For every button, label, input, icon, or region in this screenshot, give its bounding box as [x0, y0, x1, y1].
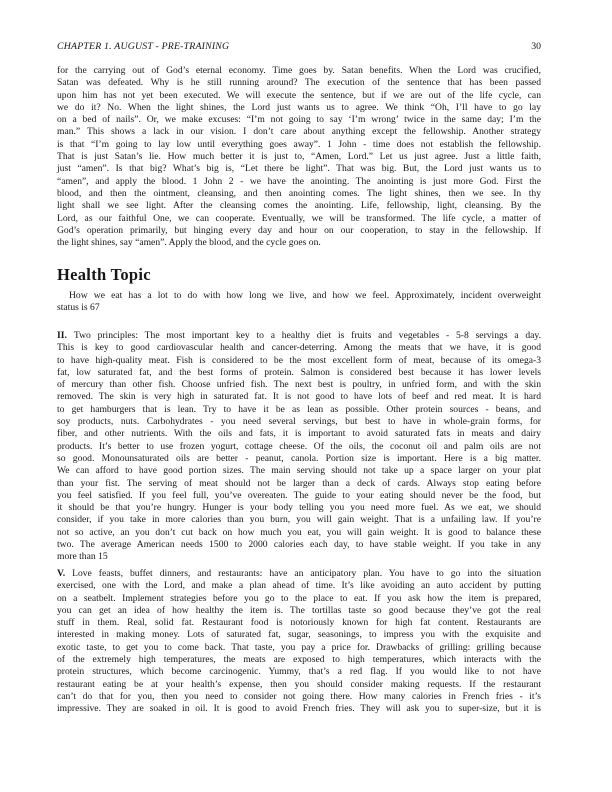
text-line: “amen”, and apply the blood. 1 John 2 - we have the anointing. The anointing is just more God. First the	[57, 175, 541, 187]
text-line: V. Love feasts, buffet dinners, and restaurants: have an anticipatory plan. You have to go into the situation	[57, 568, 541, 579]
text-line: on a seatbelt. Implement strategies before you go to the place to eat. If you ask how the item is prepared,	[57, 592, 541, 604]
text-line: protein structures, which become carcinogenic. Yummy, that’s a red flag. If you would like to not have	[57, 666, 541, 678]
text-line: fiber, and other nutrients. With the oils and fats, it is important to avoid saturated fats in meats and dairy	[57, 428, 541, 440]
text-line: so good. Monounsaturated oils are better - peanut, canola. Portion size is important. Here is a big matter.	[57, 452, 541, 464]
text-line: just “amen”. Is that big? What’s big is, “Let there be light”. That was big. But, the Lord just wants us to	[57, 163, 541, 175]
text-line: than your fist. The serving of meat should not be larger than a deck of cards. Always stop eating before	[57, 477, 541, 489]
text-line: for the carrying out of God’s eternal economy. Time goes by. Satan benefits. When the Lord was crucified,	[57, 65, 541, 76]
text-line: you feel satisfied. If you feel full, you’ve overeaten. The guide to your eating should never be the food, but	[57, 489, 541, 501]
text-line: products. It’s better to use frozen yogurt, cottage cheese. Of the oils, the coconut oil and palm oils are not	[57, 440, 541, 452]
text-line: consider, if you take in more calories than you burn, you will gain weight. That is a unfailing law. If you’re	[57, 514, 541, 526]
text-line: blood, and then the ointment, cleansing, and then anointing comes. The light shines, then we see. In thy	[57, 187, 541, 199]
text-line: This is key to good cardiovascular health and cancer-deterring. Among the meats that we have, it is good	[57, 342, 541, 354]
text-line: God’s operation primarily, but hinging every day and hour on our cooperation, to stay in the fellowship. If	[57, 224, 541, 236]
text-line: can’t do that for you, then you need to consider not going there. How many calories in French fries - it’s	[57, 690, 541, 702]
text-line: upon him has not yet been executed. We will execute the sentence, but if we are out of the life cycle, can	[57, 89, 541, 101]
text-line: exercised, one with the Lord, and make a plan ahead of time. It’s like avoiding an auto accident by putting	[57, 580, 541, 592]
text-line: removed. The skin is very high in saturated fat. It is not good to have lots of beef and red meat. It is hard	[57, 391, 541, 403]
text-line: you can get an idea of how healthy the item is. The tortillas taste so good because they’ve got the real	[57, 604, 541, 616]
text-line: the light shines, say “amen”. Apply the blood, and the cycle goes on.	[57, 237, 321, 249]
text-line: man.” This shows a lack in our vision. I don’t care about anything except the fellowship. Another strategy	[57, 126, 541, 138]
text-line: soy products, nuts. Carbohydrates - you need several servings, but best to have in whole-grain forms, for	[57, 416, 541, 428]
health-point-two-paragraph	[57, 330, 541, 564]
text-line: Lord, as our faithful One, we can cooperate. Eventually, we will be transformed. The life cycle, a matter of	[57, 212, 541, 224]
text-line: interested in making money. Lots of saturated fat, sugar, seasonings, to impress you with the exquisite and	[57, 629, 541, 641]
text-line: light shall we see light. After the cleansing comes the anointing. Life, fellowship, light, cleansing. By the	[57, 200, 541, 212]
text-line: two. The average American needs 1500 to 2000 calories each day, to have stable weight. If you take in any	[57, 539, 541, 551]
text-line: more than 15	[57, 551, 108, 563]
text-line: We can afford to have good portion sizes. The main serving should not take up a space larger on your plat	[57, 465, 541, 477]
text-line: to have high-quality meat. Fish is considered to be the most excellent form of meat, because of its omega-3	[57, 354, 541, 366]
text-line: exotic taste, to get you to come back. That taste, you pay a price for. Drawbacks of grilling: grilling because	[57, 641, 541, 653]
text-line: impressive. They are soaked in oil. It is good to avoid French fries. They will ask you to super-size, but it is	[57, 703, 541, 715]
text-line: How we eat has a lot to do with how long we live, and how we feel. Approximately, incident overweight	[69, 290, 541, 301]
text-line: of the extremely high temperatures, the meats are exposed to high temperatures, which interacts with the	[57, 654, 541, 666]
page-number: 30	[531, 41, 541, 52]
text-line: not so active, an you don’t cut back on how much you eat, you will gain weight. It is good to balance these	[57, 526, 541, 538]
text-line: on a bed of nails”. Or, we make excuses: “I’m not going to say ‘I’m wrong’ twice in the same day; I’m the	[57, 114, 541, 126]
paragraph-label: V.	[57, 568, 66, 579]
text-line: That is just Satan’s lie. How much better it is just to, “Amen, Lord.” Let us just agree. Just a little faith,	[57, 151, 541, 163]
chapter-header: CHAPTER 1. AUGUST - PRE-TRAINING	[57, 41, 230, 52]
section-heading: Health Topic	[57, 265, 151, 284]
text-line: status is 67	[57, 302, 100, 314]
health-point-five-paragraph	[57, 568, 541, 716]
continuation-paragraph	[57, 65, 541, 249]
text-line: Satan was defeated. Why is he still running around? The execution of the sentence that has been passed	[57, 77, 541, 89]
text-line: II. Two principles: The most important key to a healthy diet is fruits and vegetables - 5-8 servings a day.	[57, 330, 541, 341]
text-line: fat, low saturated fat, and the best forms of protein. Salmon is considered best because it has lower levels	[57, 366, 541, 378]
text-line: to get hamburgers that is lean. Try to have it be as lean as possible. Other protein sources - beans, and	[57, 403, 541, 415]
text-line: we do it? No. When the light shines, the Lord just wants us to agree. We think “Oh, I’ll have to go lay	[57, 101, 541, 113]
text-line: stuff in them. Real, solid fat. Restaurant food is notoriously known for high fat content. Restaurants are	[57, 617, 541, 629]
text-line: it should be that you’re hungry. Hunger is your body telling you you need more fuel. As we eat, we should	[57, 502, 541, 514]
paragraph-label: II.	[57, 330, 67, 341]
text-line: of mercury than other fish. Choose unfried fish. The next best is poultry, in unfried form, and with the skin	[57, 379, 541, 391]
text-line: is that “I’m going to lay low until everything goes away”. 1 John - time does not establish the fellowship.	[57, 138, 541, 150]
health-intro-paragraph	[57, 290, 541, 315]
running-header	[57, 41, 541, 52]
text-line: restaurant eating be at your health’s expense, then you should consider making requests. If the restaurant	[57, 678, 541, 690]
